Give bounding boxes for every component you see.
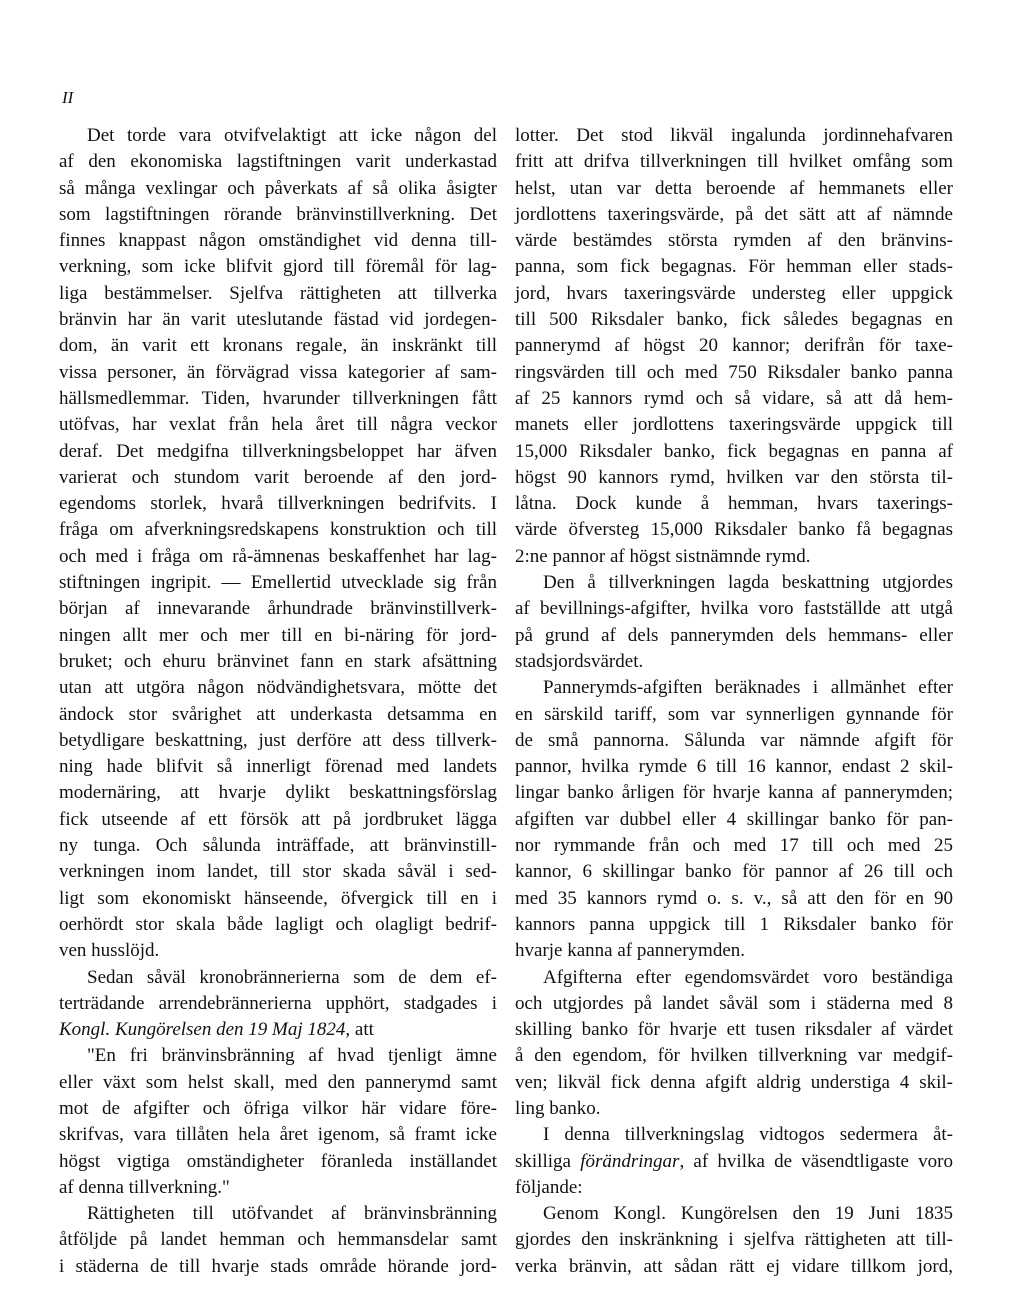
- text-line: Pannerymds-afgiften beräknades i allmänhet efter: [543, 677, 953, 699]
- text-line: lingar banko årligen för hvarje kanna af pannerymden;: [515, 782, 953, 804]
- text-line: I denna tillverkningslag vidtogos sedermera åt-: [543, 1124, 953, 1146]
- text-line: ändock stor svårighet att underkasta detsamma en: [59, 703, 497, 725]
- text-line: bruket; och ehuru bränvinet fann en stark afsättning: [59, 650, 497, 672]
- text-line: Sedan såväl kronobrännerierna som de dem ef-: [87, 966, 497, 988]
- text-line: panna, som fick begagnas. För hemman eller stads-: [515, 256, 953, 278]
- text-line: hällsmedlemmar. Tiden, hvarunder tillverkningen fått: [59, 387, 497, 409]
- text-line: utan att utgöra någon nödvändighetsvara, mötte det: [59, 677, 497, 699]
- text-line: nor rymmande från och med 17 till och med 25: [515, 835, 953, 857]
- text-line: början af innevarande århundrade bränvinstillverk-: [59, 598, 497, 620]
- text-line: 15,000 Riksdaler banko, fick begagnas en panna af: [515, 440, 953, 462]
- text-line: de små pannorna. Sålunda var nämnde afgift för: [515, 729, 953, 751]
- text-line: skrifvas, vara tillåten hela året igenom, så framt icke: [59, 1124, 497, 1146]
- text-line: "En fri bränvinsbränning af hvad tjenligt ämne: [87, 1045, 497, 1067]
- text-line: [59, 1017, 497, 1043]
- text-line: så många vexlingar och påverkats af så olika åsigter: [59, 177, 497, 199]
- text-line: ning hade blifvit så innerligt förenad med landets: [59, 756, 497, 778]
- text-line: egendoms storlek, hvarå tillverkningen bedrifvits. I: [59, 493, 497, 515]
- text-line: värde bestämdes största rymden af den bränvins-: [515, 230, 953, 252]
- text-line: ningen allt mer och mer till en bi-näring för jord-: [59, 624, 497, 646]
- page-number: II: [62, 88, 74, 107]
- text-line: Genom Kongl. Kungörelsen den 19 Juni 1835: [543, 1203, 953, 1225]
- text-line: kannor, 6 skillingar banko för pannor af 26 till och: [515, 861, 953, 883]
- text-fragment: , att: [345, 1019, 374, 1041]
- text-line: finnes knappast någon omständighet vid denna till-: [59, 230, 497, 252]
- text-line: fritt att drifva tillverkningen till hvilket omfång som: [515, 151, 953, 173]
- text-line: ven husslöjd.: [59, 940, 160, 962]
- text-line: jordlottens taxeringsvärde, på det sätt att af nämnde: [515, 203, 953, 225]
- text-line: åtföljde på landet hemman och hemmansdelar samt: [59, 1229, 497, 1251]
- text-line: Det torde vara otvifvelaktigt att icke någon del: [87, 125, 497, 146]
- text-line: 2:ne pannor af högst sistnämnde rymd.: [515, 545, 811, 567]
- text-line: ny tunga. Och sålunda inträffade, att bränvinstill-: [59, 835, 497, 857]
- text-line: högst 90 kannors rymd, hvilken var den största til-: [515, 466, 953, 488]
- text-line: afgiften var dubbel eller 4 skillingar banko för pan-: [515, 808, 953, 830]
- text-line: stiftningen ingripit. — Emellertid utvecklade sig från: [59, 572, 497, 594]
- text-line: fick utseende af ett försök att på jordbruket lägga: [59, 808, 497, 830]
- text-line: af 25 kannors rymd och så vidare, så att då hem-: [515, 387, 953, 409]
- text-line: å den egendom, för hvilken tillverkning var medgif-: [515, 1045, 953, 1067]
- text-line: verkning, som icke blifvit gjord till föremål för lag-: [59, 256, 497, 278]
- text-line: mot de afgifter och öfriga vilkor här vidare före-: [59, 1097, 497, 1119]
- text-line: följande:: [515, 1176, 583, 1198]
- text-line: eller växt som helst skall, med den pannerymd samt: [59, 1071, 497, 1093]
- text-line: verka bränvin, att sådan rätt ej vidare tillkom jord,: [515, 1255, 953, 1277]
- text-line: oerhördt stor skala både lagligt och olagligt bedrif-: [59, 913, 497, 935]
- text-line: Den å tillverkningen lagda beskattning utgjordes: [543, 572, 953, 594]
- text-line: kannors panna uppgick till 1 Riksdaler banko för: [515, 913, 953, 935]
- italic-text: förändringar: [580, 1150, 680, 1172]
- text-fragment: skilliga: [515, 1150, 581, 1172]
- text-line: och med i fråga om rå-ämnenas beskaffenhet har lag-: [59, 545, 497, 567]
- text-line: liga bestämmelser. Sjelfva rättigheten att tillverka: [59, 282, 497, 304]
- text-line: till 500 Riksdaler banko, fick således begagnas en: [515, 309, 953, 331]
- text-fragment: , af hvilka de väsendtligaste voro: [679, 1150, 953, 1172]
- text-line: jord, hvars taxeringsvärde understeg eller uppgick: [515, 282, 953, 304]
- text-line: ling banko.: [515, 1097, 601, 1119]
- text-line: i städerna de till hvarje stads område hörande jord-: [59, 1255, 497, 1277]
- text-line: ven; likväl fick denna afgift aldrig understiga 4 skil-: [515, 1071, 953, 1093]
- text-line: skilling banko för hvarje ett tusen riksdaler af värdet: [515, 1019, 953, 1041]
- text-line: vissa personer, än förvägrad vissa kategorier af sam-: [59, 361, 497, 383]
- text-line: terträdande arrendebrännerierna upphört, stadgades i: [59, 992, 497, 1014]
- text-line: ligt som ekonomiskt hänseende, öfvergick till en i: [59, 887, 497, 909]
- text-line: lotter. Det stod likväl ingalunda jordinnehafvaren: [515, 125, 953, 146]
- text-line: ringsvärden till och med 750 Riksdaler banko panna: [515, 361, 953, 383]
- text-line: deraf. Det medgifna tillverkningsbeloppet har äfven: [59, 440, 497, 462]
- text-line: manets eller jordlottens taxeringsvärde uppgick till: [515, 414, 953, 436]
- text-line: helst, utan var detta beroende af hemmanets eller: [515, 177, 953, 199]
- text-line: gjordes den inskränkning i sjelfva rättigheten att till-: [515, 1229, 953, 1251]
- text-line: dom, än varit ett kronans regale, än inskränkt till: [59, 335, 497, 357]
- text-line: utöfvas, har vexlat från hela året till några veckor: [59, 414, 497, 436]
- text-line: stadsjordsvärdet.: [515, 650, 644, 672]
- text-line: hvarje kanna af pannerymden.: [515, 940, 746, 962]
- text-line: pannerymd af högst 20 kannor; derifrån för taxe-: [515, 335, 953, 357]
- text-line: Afgifterna efter egendomsvärdet voro beständiga: [543, 966, 953, 988]
- text-line: betydligare beskattning, just derföre att dess tillverk-: [59, 729, 497, 751]
- text-line: af bevillnings-afgifter, hvilka voro fastställde att utgå: [515, 598, 953, 620]
- text-line: varierat och stundom varit beroende af den jord-: [59, 466, 497, 488]
- left-text-column: [59, 123, 497, 1280]
- text-line: högst vigtiga omständigheter föranleda inställandet: [59, 1150, 497, 1172]
- text-line: med 35 kannors rymd o. s. v., så att den för en 90: [515, 887, 953, 909]
- text-line: en särskild tariff, som var synnerligen gynnande för: [515, 703, 953, 725]
- text-line: bränvin har än varit uteslutande fästad vid jordegen-: [59, 309, 497, 331]
- text-line: [515, 1149, 953, 1175]
- text-line: fråga om afverkningsredskapens konstruktion och till: [59, 519, 497, 541]
- text-line: som lagstiftningen rörande bränvinstillverkning. Det: [59, 203, 497, 225]
- text-line: af denna tillverkning.": [59, 1176, 230, 1198]
- text-line: pannor, hvilka rymde 6 till 16 kannor, endast 2 skil-: [515, 756, 953, 778]
- right-text-column: [515, 123, 953, 1280]
- text-line: och utgjordes på landet såväl som i städerna med 8: [515, 992, 953, 1014]
- text-line: värde öfversteg 15,000 Riksdaler banko få begagnas: [515, 519, 953, 541]
- text-line: modernäring, att hvarje dylikt beskattningsförslag: [59, 782, 497, 804]
- text-line: af den ekonomiska lagstiftningen varit underkastad: [59, 151, 497, 173]
- italic-text: Kongl. Kungörelsen den 19 Maj 1824: [59, 1019, 346, 1041]
- text-line: på grund af dels pannerymden dels hemmans- eller: [515, 624, 953, 646]
- text-line: Rättigheten till utöfvandet af bränvinsbränning: [87, 1203, 497, 1225]
- text-line: låtna. Dock kunde å hemman, hvars taxerings-: [515, 493, 953, 515]
- text-line: verkningen inom landet, till stor skada såväl i sed-: [59, 861, 497, 883]
